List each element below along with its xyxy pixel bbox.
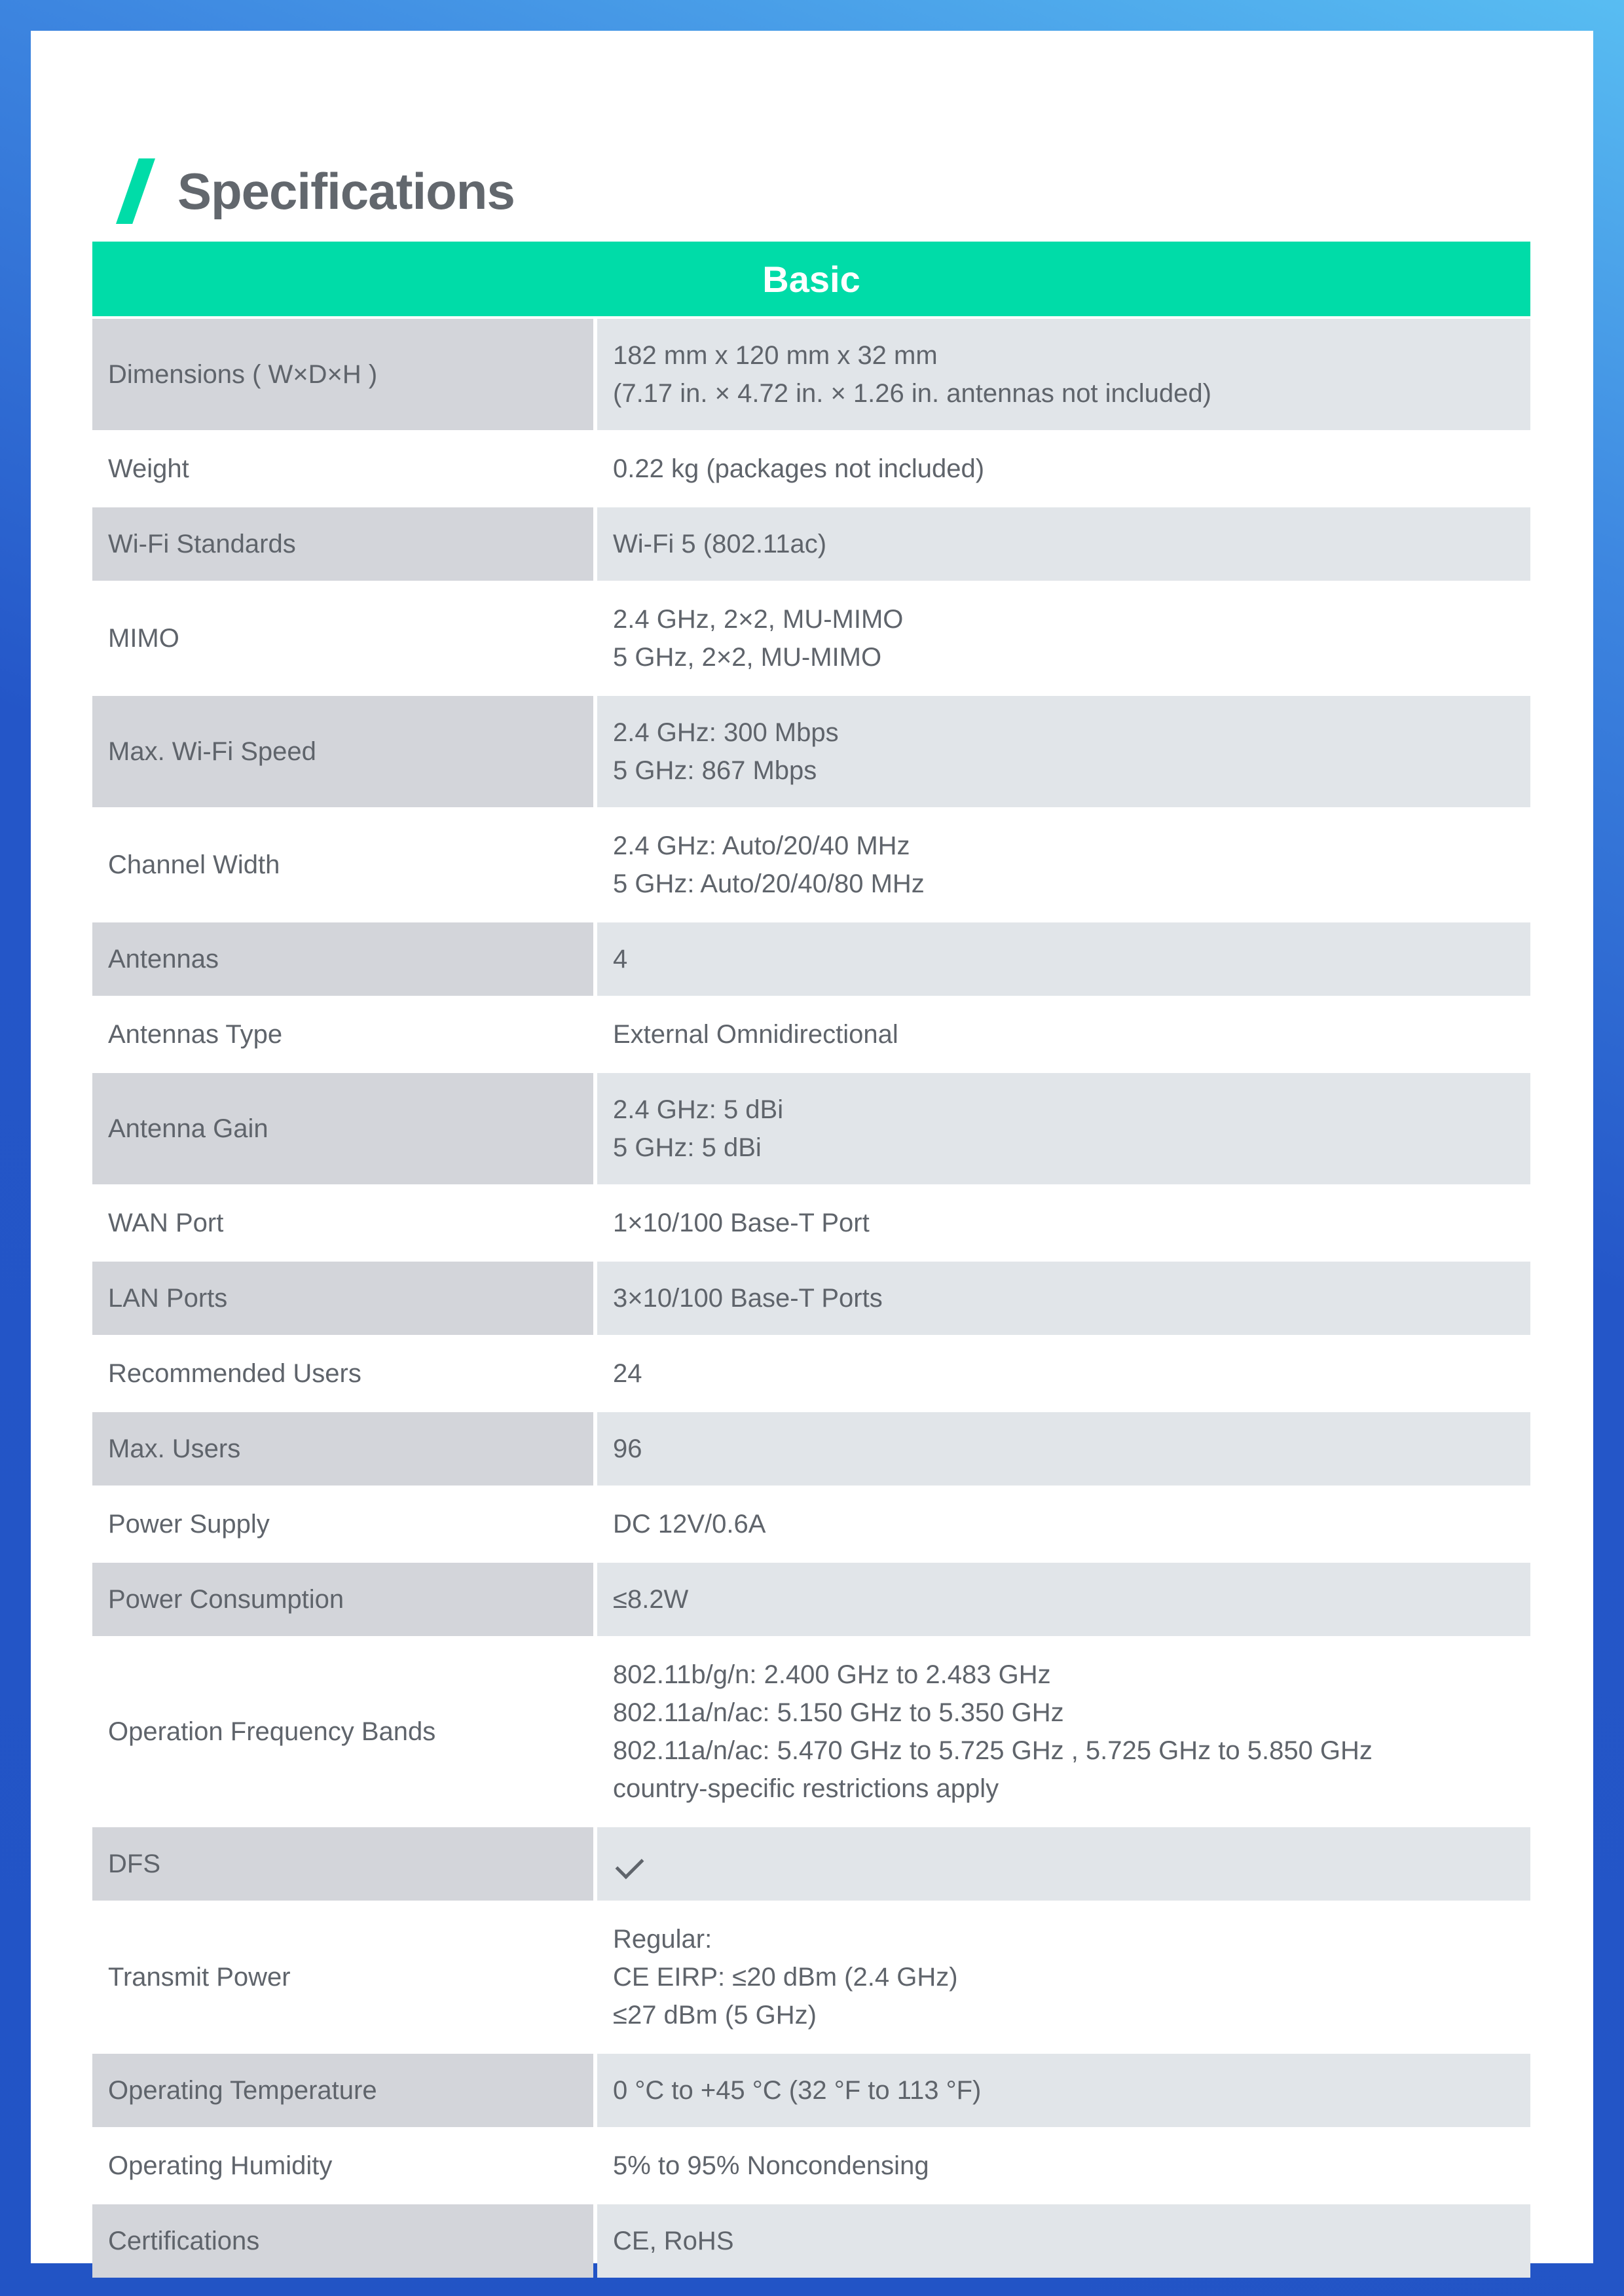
spec-value-line: 4 xyxy=(613,945,628,974)
spec-value xyxy=(597,1903,1530,2052)
spec-label: MIMO xyxy=(108,624,179,653)
spec-value xyxy=(597,1073,1530,1184)
spec-value-line: 5 GHz: 867 Mbps xyxy=(613,756,817,785)
table-row xyxy=(92,319,1530,430)
spec-value xyxy=(597,1638,1530,1825)
spec-value-line: 2.4 GHz, 2×2, MU-MIMO xyxy=(613,605,904,634)
table-row xyxy=(92,1262,1530,1335)
spec-label: Antennas Type xyxy=(108,1020,283,1049)
spec-value-line: 24 xyxy=(613,1359,642,1388)
spec-value xyxy=(597,922,1530,996)
table-row xyxy=(92,1186,1530,1260)
table-row xyxy=(92,696,1530,807)
spec-value-line: ≤8.2W xyxy=(613,1585,689,1614)
spec-value-line: CE EIRP: ≤20 dBm (2.4 GHz) xyxy=(613,1963,958,1992)
spec-value-line: 0 °C to +45 °C (32 °F to 113 °F) xyxy=(613,2076,982,2105)
spec-table xyxy=(92,242,1530,2280)
spec-value xyxy=(597,2204,1530,2278)
spec-value-line: country-specific restrictions apply xyxy=(613,1774,999,1803)
spec-value-line: CE, RoHS xyxy=(613,2227,734,2255)
spec-value xyxy=(597,696,1530,807)
spec-value-line: External Omnidirectional xyxy=(613,1020,898,1049)
spec-label: Channel Width xyxy=(108,850,280,879)
spec-label: Certifications xyxy=(92,2204,593,2278)
spec-value xyxy=(597,1487,1530,1561)
spec-value-line: 5 GHz: 5 dBi xyxy=(613,1133,762,1162)
spec-label: Antennas xyxy=(92,922,593,996)
table-row xyxy=(92,2054,1530,2127)
table-row xyxy=(92,1563,1530,1636)
spec-value-line: 1×10/100 Base-T Port xyxy=(613,1209,870,1237)
spec-value-line: 5% to 95% Noncondensing xyxy=(613,2151,929,2180)
table-row xyxy=(92,1827,1530,1901)
spec-label: WAN Port xyxy=(108,1209,224,1237)
table-row xyxy=(92,1337,1530,1410)
spec-value xyxy=(597,2129,1530,2202)
spec-value xyxy=(597,432,1530,505)
spec-value-line: 182 mm x 120 mm x 32 mm xyxy=(613,341,938,370)
spec-label: Power Supply xyxy=(108,1510,270,1539)
spec-label: Max. Users xyxy=(92,1412,593,1485)
spec-value xyxy=(597,809,1530,920)
table-row xyxy=(92,809,1530,920)
table-row xyxy=(92,507,1530,581)
spec-value-line: Wi-Fi 5 (802.11ac) xyxy=(613,530,827,558)
table-row xyxy=(92,1073,1530,1184)
spec-label: Antenna Gain xyxy=(92,1073,593,1184)
table-row xyxy=(92,2204,1530,2278)
slash-accent-icon xyxy=(116,158,155,224)
spec-value xyxy=(597,1412,1530,1485)
table-row xyxy=(92,998,1530,1071)
table-row xyxy=(92,1903,1530,2052)
spec-value-line: 802.11a/n/ac: 5.150 GHz to 5.350 GHz xyxy=(613,1698,1064,1727)
spec-value xyxy=(597,1186,1530,1260)
spec-value-line: 2.4 GHz: 300 Mbps xyxy=(613,718,839,747)
section-header: Basic xyxy=(92,242,1530,316)
page-title: Specifications xyxy=(177,162,515,220)
spec-value-line: 96 xyxy=(613,1434,642,1463)
spec-value-line: DC 12V/0.6A xyxy=(613,1510,766,1539)
spec-value xyxy=(597,1337,1530,1410)
spec-label: LAN Ports xyxy=(92,1262,593,1335)
table-row xyxy=(92,432,1530,505)
table-row xyxy=(92,2129,1530,2202)
spec-value-line: 2.4 GHz: 5 dBi xyxy=(613,1095,784,1124)
spec-value-line: (7.17 in. × 4.72 in. × 1.26 in. antennas not included) xyxy=(613,379,1211,408)
spec-label: Operating Temperature xyxy=(92,2054,593,2127)
spec-value-line: 0.22 kg (packages not included) xyxy=(613,454,985,483)
spec-value xyxy=(597,1827,1530,1901)
spec-value-line: 2.4 GHz: Auto/20/40 MHz xyxy=(613,831,910,860)
spec-label: Weight xyxy=(108,454,189,483)
spec-label: Operating Humidity xyxy=(108,2151,333,2180)
spec-value-line: ≤27 dBm (5 GHz) xyxy=(613,2001,817,2030)
table-row xyxy=(92,1412,1530,1485)
check-icon xyxy=(616,1851,644,1880)
spec-value xyxy=(597,1262,1530,1335)
spec-value-line: Regular: xyxy=(613,1925,712,1954)
spec-label: DFS xyxy=(92,1827,593,1901)
table-row xyxy=(92,922,1530,996)
spec-value-line: 5 GHz, 2×2, MU-MIMO xyxy=(613,643,882,672)
spec-value xyxy=(597,1563,1530,1636)
spec-label: Wi-Fi Standards xyxy=(92,507,593,581)
spec-value xyxy=(597,319,1530,430)
spec-value-line: 802.11a/n/ac: 5.470 GHz to 5.725 GHz , 5.725 GHz to 5.850 GHz xyxy=(613,1736,1373,1765)
spec-label: Dimensions ( W×D×H ) xyxy=(92,319,593,430)
table-row xyxy=(92,1487,1530,1561)
page-header xyxy=(116,155,515,227)
table-row xyxy=(92,583,1530,694)
spec-value xyxy=(597,507,1530,581)
spec-label: Operation Frequency Bands xyxy=(108,1717,436,1746)
spec-label: Max. Wi-Fi Speed xyxy=(92,696,593,807)
spec-value-line: 802.11b/g/n: 2.400 GHz to 2.483 GHz xyxy=(613,1660,1051,1689)
spec-label: Recommended Users xyxy=(108,1359,361,1388)
table-row xyxy=(92,1638,1530,1825)
spec-value-line: 5 GHz: Auto/20/40/80 MHz xyxy=(613,869,925,898)
spec-value xyxy=(597,998,1530,1071)
spec-sheet xyxy=(31,31,1593,2263)
spec-label: Power Consumption xyxy=(92,1563,593,1636)
spec-value xyxy=(597,583,1530,694)
spec-label: Transmit Power xyxy=(108,1963,291,1992)
spec-value-line: 3×10/100 Base-T Ports xyxy=(613,1284,883,1313)
spec-value xyxy=(597,2054,1530,2127)
